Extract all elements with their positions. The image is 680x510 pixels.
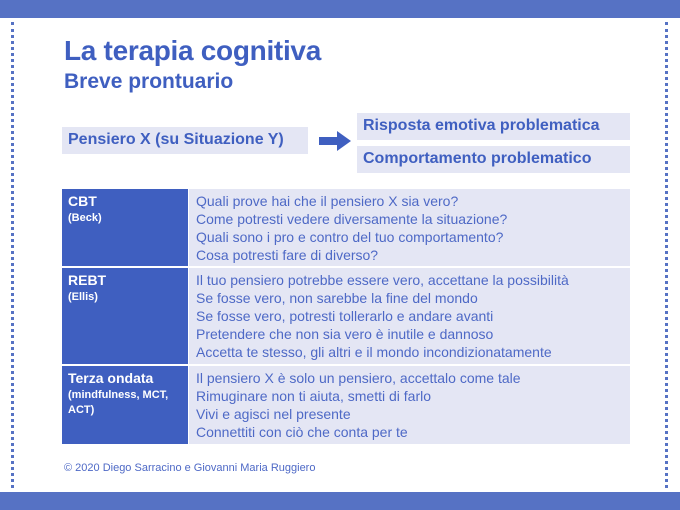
- list-item: Il pensiero X è solo un pensiero, accettalo come tale: [196, 370, 521, 386]
- list-item: Se fosse vero, potresti tollerarlo e andare avanti: [196, 308, 494, 324]
- table-row-rebt: [62, 268, 630, 364]
- row-label: Terza ondata: [68, 370, 154, 386]
- bottom-bar: [0, 492, 680, 510]
- table-row-cbt: [62, 189, 630, 266]
- row-label: REBT: [68, 272, 107, 288]
- therapy-table: [62, 189, 630, 444]
- right-dotted-border: [665, 22, 668, 488]
- list-item: Se fosse vero, non sarebbe la fine del mondo: [196, 290, 478, 306]
- row-items-cell: [189, 268, 630, 364]
- left-dotted-border: [11, 22, 14, 488]
- row-label: CBT: [68, 193, 97, 209]
- list-item: Connettiti con ciò che conta per te: [196, 424, 408, 440]
- list-item: Pretendere che non sia vero è inutile e dannoso: [196, 326, 494, 342]
- right-arrow-icon: [319, 131, 351, 151]
- row-items-cell: [189, 366, 630, 444]
- emotional-response-box: Risposta emotiva problematica: [357, 113, 630, 140]
- list-item: Rimuginare non ti aiuta, smetti di farlo: [196, 388, 431, 404]
- list-item: Cosa potresti fare di diverso?: [196, 247, 379, 263]
- row-sublabel: (Beck): [68, 212, 102, 224]
- page-subtitle: Breve prontuario: [64, 70, 234, 93]
- list-item: Il tuo pensiero potrebbe essere vero, accettane la possibilità: [196, 272, 569, 288]
- list-item: Accetta te stesso, gli altri e il mondo incondizionatamente: [196, 344, 552, 360]
- row-label-cell: [62, 189, 188, 266]
- row-items-cell: [189, 189, 630, 266]
- list-item: Come potresti vedere diversamente la situazione?: [196, 211, 508, 227]
- table-row-terza-ondata: [62, 366, 630, 444]
- copyright-footer: © 2020 Diego Sarracino e Giovanni Maria Ruggiero: [64, 462, 316, 474]
- page-title: La terapia cognitiva: [64, 35, 321, 66]
- list-item: Quali prove hai che il pensiero X sia vero?: [196, 193, 459, 209]
- row-label-cell: [62, 268, 188, 364]
- row-sublabel: (Ellis): [68, 291, 98, 303]
- list-item: Quali sono i pro e contro del tuo comportamento?: [196, 229, 504, 245]
- behavior-box: Comportamento problematico: [357, 146, 630, 173]
- thought-box: Pensiero X (su Situazione Y): [62, 127, 308, 154]
- top-bar: [0, 0, 680, 18]
- row-label-cell: [62, 366, 188, 444]
- row-sublabel: (mindfulness, MCT, ACT): [68, 389, 169, 416]
- list-item: Vivi e agisci nel presente: [196, 406, 351, 422]
